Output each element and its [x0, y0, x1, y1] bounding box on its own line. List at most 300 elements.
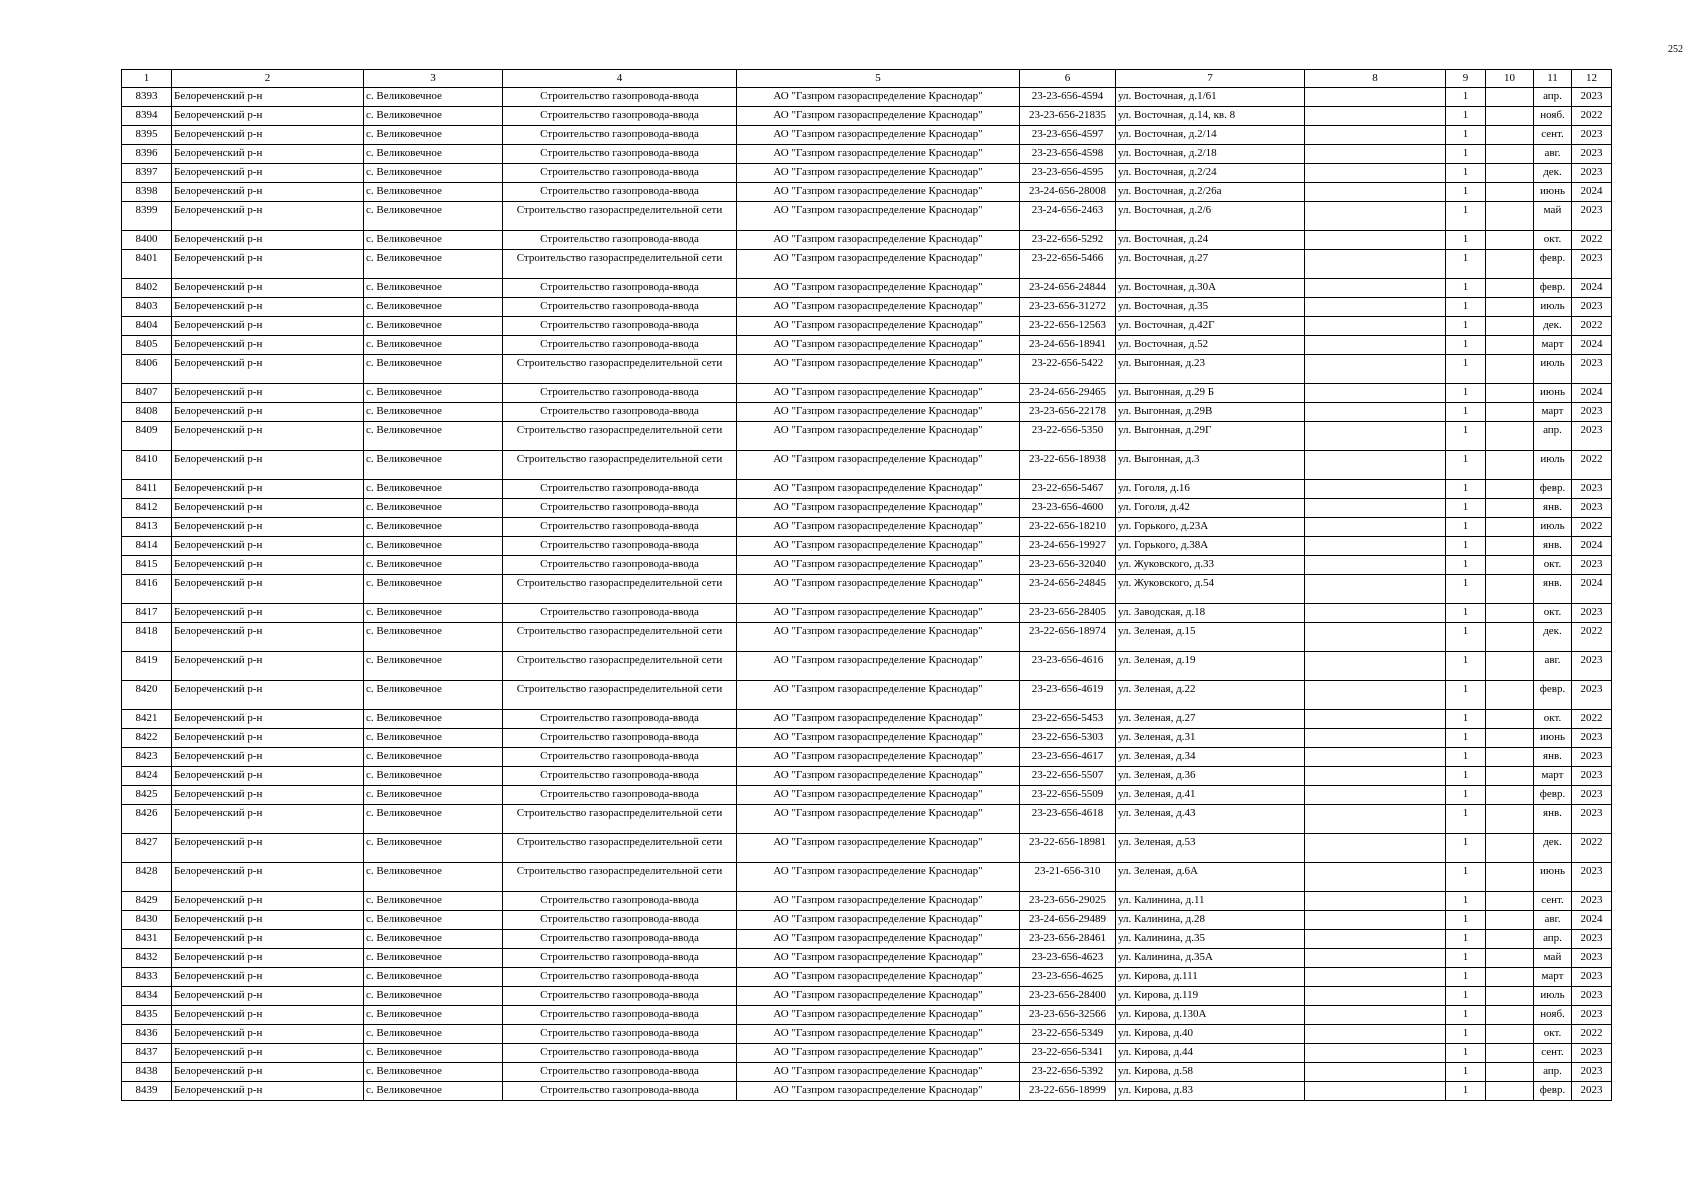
- district-cell: Белореченский р-н: [172, 767, 364, 786]
- column-8-cell: [1305, 336, 1446, 355]
- work-type-cell: Строительство газопровода-ввода: [503, 499, 737, 518]
- application-code-cell: 23-22-656-5392: [1020, 1063, 1116, 1082]
- column-8-cell: [1305, 556, 1446, 575]
- column-8-cell: [1305, 279, 1446, 298]
- district-cell: Белореченский р-н: [172, 250, 364, 279]
- table-row: [122, 710, 1612, 729]
- address-cell: ул. Заводская, д.18: [1116, 604, 1305, 623]
- organization-cell: АО "Газпром газораспределение Краснодар": [737, 279, 1020, 298]
- work-type-cell: Строительство газопровода-ввода: [503, 767, 737, 786]
- column-header: 12: [1572, 70, 1612, 88]
- column-8-cell: [1305, 892, 1446, 911]
- table-row: [122, 767, 1612, 786]
- year-cell: 2023: [1572, 480, 1612, 499]
- year-cell: 2022: [1572, 710, 1612, 729]
- work-type-cell: Строительство газопровода-ввода: [503, 88, 737, 107]
- column-10-cell: [1486, 805, 1534, 834]
- district-cell: Белореченский р-н: [172, 911, 364, 930]
- settlement-cell: с. Великовечное: [364, 968, 503, 987]
- quantity-cell: 1: [1446, 202, 1486, 231]
- month-cell: окт.: [1534, 231, 1572, 250]
- settlement-cell: с. Великовечное: [364, 652, 503, 681]
- quantity-cell: 1: [1446, 652, 1486, 681]
- column-10-cell: [1486, 863, 1534, 892]
- table-row: [122, 968, 1612, 987]
- work-type-cell: Строительство газопровода-ввода: [503, 231, 737, 250]
- quantity-cell: 1: [1446, 88, 1486, 107]
- table-row: [122, 145, 1612, 164]
- organization-cell: АО "Газпром газораспределение Краснодар": [737, 892, 1020, 911]
- application-code-cell: 23-22-656-5303: [1020, 729, 1116, 748]
- district-cell: Белореченский р-н: [172, 279, 364, 298]
- column-header: 4: [503, 70, 737, 88]
- year-cell: 2023: [1572, 930, 1612, 949]
- settlement-cell: с. Великовечное: [364, 422, 503, 451]
- district-cell: Белореченский р-н: [172, 355, 364, 384]
- address-cell: ул. Выгонная, д.3: [1116, 451, 1305, 480]
- row-number-cell: 8411: [122, 480, 172, 499]
- column-10-cell: [1486, 279, 1534, 298]
- month-cell: авг.: [1534, 652, 1572, 681]
- organization-cell: АО "Газпром газораспределение Краснодар": [737, 107, 1020, 126]
- address-cell: ул. Выгонная, д.29 Б: [1116, 384, 1305, 403]
- month-cell: янв.: [1534, 537, 1572, 556]
- month-cell: июль: [1534, 451, 1572, 480]
- year-cell: 2024: [1572, 336, 1612, 355]
- column-10-cell: [1486, 604, 1534, 623]
- organization-cell: АО "Газпром газораспределение Краснодар": [737, 987, 1020, 1006]
- row-number-cell: 8407: [122, 384, 172, 403]
- application-code-cell: 23-23-656-22178: [1020, 403, 1116, 422]
- district-cell: Белореченский р-н: [172, 145, 364, 164]
- address-cell: ул. Зеленая, д.15: [1116, 623, 1305, 652]
- table-row: [122, 575, 1612, 604]
- column-10-cell: [1486, 968, 1534, 987]
- column-10-cell: [1486, 422, 1534, 451]
- column-10-cell: [1486, 652, 1534, 681]
- district-cell: Белореченский р-н: [172, 968, 364, 987]
- work-type-cell: Строительство газопровода-ввода: [503, 911, 737, 930]
- row-number-cell: 8435: [122, 1006, 172, 1025]
- year-cell: 2023: [1572, 968, 1612, 987]
- settlement-cell: с. Великовечное: [364, 355, 503, 384]
- work-type-cell: Строительство газораспределительной сети: [503, 355, 737, 384]
- table-row: [122, 231, 1612, 250]
- district-cell: Белореченский р-н: [172, 499, 364, 518]
- month-cell: окт.: [1534, 1025, 1572, 1044]
- column-8-cell: [1305, 575, 1446, 604]
- work-type-cell: Строительство газопровода-ввода: [503, 1044, 737, 1063]
- organization-cell: АО "Газпром газораспределение Краснодар": [737, 1082, 1020, 1101]
- column-10-cell: [1486, 834, 1534, 863]
- address-cell: ул. Восточная, д.42Г: [1116, 317, 1305, 336]
- row-number-cell: 8399: [122, 202, 172, 231]
- application-code-cell: 23-22-656-5292: [1020, 231, 1116, 250]
- table-row: [122, 604, 1612, 623]
- quantity-cell: 1: [1446, 604, 1486, 623]
- column-10-cell: [1486, 556, 1534, 575]
- column-8-cell: [1305, 681, 1446, 710]
- address-cell: ул. Восточная, д.27: [1116, 250, 1305, 279]
- address-cell: ул. Горького, д.38А: [1116, 537, 1305, 556]
- table-row: [122, 183, 1612, 202]
- month-cell: нояб.: [1534, 1006, 1572, 1025]
- table-row: [122, 892, 1612, 911]
- settlement-cell: с. Великовечное: [364, 949, 503, 968]
- quantity-cell: 1: [1446, 107, 1486, 126]
- organization-cell: АО "Газпром газораспределение Краснодар": [737, 537, 1020, 556]
- address-cell: ул. Восточная, д.1/61: [1116, 88, 1305, 107]
- application-code-cell: 23-23-656-21835: [1020, 107, 1116, 126]
- organization-cell: АО "Газпром газораспределение Краснодар": [737, 403, 1020, 422]
- column-10-cell: [1486, 336, 1534, 355]
- month-cell: февр.: [1534, 681, 1572, 710]
- application-code-cell: 23-23-656-28405: [1020, 604, 1116, 623]
- month-cell: май: [1534, 202, 1572, 231]
- settlement-cell: с. Великовечное: [364, 930, 503, 949]
- address-cell: ул. Восточная, д.2/18: [1116, 145, 1305, 164]
- settlement-cell: с. Великовечное: [364, 911, 503, 930]
- organization-cell: АО "Газпром газораспределение Краснодар": [737, 145, 1020, 164]
- district-cell: Белореченский р-н: [172, 336, 364, 355]
- column-10-cell: [1486, 250, 1534, 279]
- column-10-cell: [1486, 930, 1534, 949]
- column-10-cell: [1486, 537, 1534, 556]
- year-cell: 2023: [1572, 250, 1612, 279]
- table-row: [122, 834, 1612, 863]
- quantity-cell: 1: [1446, 384, 1486, 403]
- table-row: [122, 1063, 1612, 1082]
- address-cell: ул. Кирова, д.40: [1116, 1025, 1305, 1044]
- column-8-cell: [1305, 480, 1446, 499]
- column-8-cell: [1305, 623, 1446, 652]
- district-cell: Белореченский р-н: [172, 1006, 364, 1025]
- settlement-cell: с. Великовечное: [364, 403, 503, 422]
- month-cell: февр.: [1534, 480, 1572, 499]
- settlement-cell: с. Великовечное: [364, 88, 503, 107]
- row-number-cell: 8410: [122, 451, 172, 480]
- settlement-cell: с. Великовечное: [364, 250, 503, 279]
- district-cell: Белореченский р-н: [172, 1082, 364, 1101]
- work-type-cell: Строительство газопровода-ввода: [503, 949, 737, 968]
- organization-cell: АО "Газпром газораспределение Краснодар": [737, 748, 1020, 767]
- work-type-cell: Строительство газопровода-ввода: [503, 403, 737, 422]
- column-8-cell: [1305, 1082, 1446, 1101]
- application-code-cell: 23-22-656-5507: [1020, 767, 1116, 786]
- row-number-cell: 8430: [122, 911, 172, 930]
- table-row: [122, 202, 1612, 231]
- quantity-cell: 1: [1446, 729, 1486, 748]
- district-cell: Белореченский р-н: [172, 710, 364, 729]
- address-cell: ул. Зеленая, д.41: [1116, 786, 1305, 805]
- month-cell: июнь: [1534, 729, 1572, 748]
- table-row: [122, 126, 1612, 145]
- row-number-cell: 8415: [122, 556, 172, 575]
- application-code-cell: 23-24-656-19927: [1020, 537, 1116, 556]
- quantity-cell: 1: [1446, 767, 1486, 786]
- column-8-cell: [1305, 183, 1446, 202]
- year-cell: 2023: [1572, 987, 1612, 1006]
- settlement-cell: с. Великовечное: [364, 748, 503, 767]
- organization-cell: АО "Газпром газораспределение Краснодар": [737, 805, 1020, 834]
- quantity-cell: 1: [1446, 1082, 1486, 1101]
- settlement-cell: с. Великовечное: [364, 518, 503, 537]
- table-row: [122, 451, 1612, 480]
- application-code-cell: 23-23-656-4618: [1020, 805, 1116, 834]
- column-10-cell: [1486, 911, 1534, 930]
- work-type-cell: Строительство газопровода-ввода: [503, 480, 737, 499]
- address-cell: ул. Кирова, д.44: [1116, 1044, 1305, 1063]
- work-type-cell: Строительство газораспределительной сети: [503, 805, 737, 834]
- address-cell: ул. Горького, д.23А: [1116, 518, 1305, 537]
- column-8-cell: [1305, 767, 1446, 786]
- column-10-cell: [1486, 1025, 1534, 1044]
- application-code-cell: 23-23-656-4597: [1020, 126, 1116, 145]
- column-8-cell: [1305, 403, 1446, 422]
- row-number-cell: 8425: [122, 786, 172, 805]
- address-cell: ул. Зеленая, д.53: [1116, 834, 1305, 863]
- settlement-cell: с. Великовечное: [364, 834, 503, 863]
- address-cell: ул. Гоголя, д.16: [1116, 480, 1305, 499]
- work-type-cell: Строительство газопровода-ввода: [503, 987, 737, 1006]
- application-code-cell: 23-23-656-4617: [1020, 748, 1116, 767]
- column-8-cell: [1305, 145, 1446, 164]
- column-8-cell: [1305, 499, 1446, 518]
- row-number-cell: 8433: [122, 968, 172, 987]
- work-type-cell: Строительство газораспределительной сети: [503, 422, 737, 451]
- work-type-cell: Строительство газопровода-ввода: [503, 164, 737, 183]
- quantity-cell: 1: [1446, 949, 1486, 968]
- table-row: [122, 652, 1612, 681]
- work-type-cell: Строительство газораспределительной сети: [503, 681, 737, 710]
- organization-cell: АО "Газпром газораспределение Краснодар": [737, 499, 1020, 518]
- address-cell: ул. Зеленая, д.36: [1116, 767, 1305, 786]
- row-number-cell: 8413: [122, 518, 172, 537]
- organization-cell: АО "Газпром газораспределение Краснодар": [737, 336, 1020, 355]
- application-code-cell: 23-22-656-18210: [1020, 518, 1116, 537]
- district-cell: Белореченский р-н: [172, 1063, 364, 1082]
- settlement-cell: с. Великовечное: [364, 623, 503, 652]
- row-number-cell: 8420: [122, 681, 172, 710]
- month-cell: апр.: [1534, 422, 1572, 451]
- application-code-cell: 23-24-656-29489: [1020, 911, 1116, 930]
- table-row: [122, 480, 1612, 499]
- table-row: [122, 681, 1612, 710]
- column-8-cell: [1305, 652, 1446, 681]
- row-number-cell: 8393: [122, 88, 172, 107]
- row-number-cell: 8406: [122, 355, 172, 384]
- quantity-cell: 1: [1446, 863, 1486, 892]
- district-cell: Белореченский р-н: [172, 88, 364, 107]
- settlement-cell: с. Великовечное: [364, 575, 503, 604]
- column-8-cell: [1305, 1063, 1446, 1082]
- work-type-cell: Строительство газопровода-ввода: [503, 1063, 737, 1082]
- year-cell: 2023: [1572, 403, 1612, 422]
- quantity-cell: 1: [1446, 355, 1486, 384]
- year-cell: 2023: [1572, 202, 1612, 231]
- column-8-cell: [1305, 164, 1446, 183]
- application-code-cell: 23-22-656-5350: [1020, 422, 1116, 451]
- quantity-cell: 1: [1446, 834, 1486, 863]
- month-cell: июнь: [1534, 384, 1572, 403]
- settlement-cell: с. Великовечное: [364, 183, 503, 202]
- row-number-cell: 8421: [122, 710, 172, 729]
- organization-cell: АО "Газпром газораспределение Краснодар": [737, 710, 1020, 729]
- row-number-cell: 8428: [122, 863, 172, 892]
- table-row: [122, 911, 1612, 930]
- column-10-cell: [1486, 88, 1534, 107]
- year-cell: 2023: [1572, 681, 1612, 710]
- quantity-cell: 1: [1446, 623, 1486, 652]
- settlement-cell: с. Великовечное: [364, 145, 503, 164]
- work-type-cell: Строительство газораспределительной сети: [503, 202, 737, 231]
- column-8-cell: [1305, 710, 1446, 729]
- application-code-cell: 23-23-656-4594: [1020, 88, 1116, 107]
- address-cell: ул. Кирова, д.83: [1116, 1082, 1305, 1101]
- table-row: [122, 518, 1612, 537]
- district-cell: Белореченский р-н: [172, 623, 364, 652]
- quantity-cell: 1: [1446, 575, 1486, 604]
- year-cell: 2023: [1572, 892, 1612, 911]
- column-10-cell: [1486, 767, 1534, 786]
- address-cell: ул. Восточная, д.30А: [1116, 279, 1305, 298]
- work-type-cell: Строительство газопровода-ввода: [503, 126, 737, 145]
- settlement-cell: с. Великовечное: [364, 786, 503, 805]
- month-cell: окт.: [1534, 604, 1572, 623]
- address-cell: ул. Зеленая, д.34: [1116, 748, 1305, 767]
- year-cell: 2024: [1572, 183, 1612, 202]
- column-10-cell: [1486, 384, 1534, 403]
- organization-cell: АО "Газпром газораспределение Краснодар": [737, 575, 1020, 604]
- row-number-cell: 8439: [122, 1082, 172, 1101]
- application-code-cell: 23-24-656-24844: [1020, 279, 1116, 298]
- column-8-cell: [1305, 863, 1446, 892]
- application-code-cell: 23-22-656-5467: [1020, 480, 1116, 499]
- column-header: 9: [1446, 70, 1486, 88]
- table-row: [122, 930, 1612, 949]
- address-cell: ул. Восточная, д.35: [1116, 298, 1305, 317]
- year-cell: 2023: [1572, 805, 1612, 834]
- column-10-cell: [1486, 748, 1534, 767]
- row-number-cell: 8414: [122, 537, 172, 556]
- district-cell: Белореченский р-н: [172, 1044, 364, 1063]
- organization-cell: АО "Газпром газораспределение Краснодар": [737, 164, 1020, 183]
- table-row: [122, 1006, 1612, 1025]
- year-cell: 2023: [1572, 88, 1612, 107]
- row-number-cell: 8401: [122, 250, 172, 279]
- organization-cell: АО "Газпром газораспределение Краснодар": [737, 930, 1020, 949]
- table-row: [122, 403, 1612, 422]
- work-type-cell: Строительство газораспределительной сети: [503, 451, 737, 480]
- column-8-cell: [1305, 107, 1446, 126]
- column-10-cell: [1486, 298, 1534, 317]
- settlement-cell: с. Великовечное: [364, 987, 503, 1006]
- district-cell: Белореченский р-н: [172, 183, 364, 202]
- year-cell: 2024: [1572, 279, 1612, 298]
- table-row: [122, 1025, 1612, 1044]
- organization-cell: АО "Газпром газораспределение Краснодар": [737, 126, 1020, 145]
- work-type-cell: Строительство газораспределительной сети: [503, 250, 737, 279]
- table-row: [122, 623, 1612, 652]
- quantity-cell: 1: [1446, 805, 1486, 834]
- column-10-cell: [1486, 710, 1534, 729]
- address-cell: ул. Калинина, д.11: [1116, 892, 1305, 911]
- row-number-cell: 8438: [122, 1063, 172, 1082]
- year-cell: 2024: [1572, 911, 1612, 930]
- quantity-cell: 1: [1446, 968, 1486, 987]
- column-header: 2: [172, 70, 364, 88]
- month-cell: апр.: [1534, 1063, 1572, 1082]
- table-row: [122, 88, 1612, 107]
- application-code-cell: 23-23-656-4600: [1020, 499, 1116, 518]
- settlement-cell: с. Великовечное: [364, 863, 503, 892]
- address-cell: ул. Калинина, д.35: [1116, 930, 1305, 949]
- column-8-cell: [1305, 729, 1446, 748]
- settlement-cell: с. Великовечное: [364, 317, 503, 336]
- settlement-cell: с. Великовечное: [364, 1006, 503, 1025]
- row-number-cell: 8432: [122, 949, 172, 968]
- year-cell: 2022: [1572, 107, 1612, 126]
- quantity-cell: 1: [1446, 451, 1486, 480]
- organization-cell: АО "Газпром газораспределение Краснодар": [737, 767, 1020, 786]
- work-type-cell: Строительство газопровода-ввода: [503, 384, 737, 403]
- organization-cell: АО "Газпром газораспределение Краснодар": [737, 88, 1020, 107]
- month-cell: март: [1534, 767, 1572, 786]
- year-cell: 2022: [1572, 317, 1612, 336]
- district-cell: Белореченский р-н: [172, 518, 364, 537]
- month-cell: февр.: [1534, 250, 1572, 279]
- district-cell: Белореченский р-н: [172, 652, 364, 681]
- application-code-cell: 23-22-656-5509: [1020, 786, 1116, 805]
- table-row: [122, 422, 1612, 451]
- organization-cell: АО "Газпром газораспределение Краснодар": [737, 834, 1020, 863]
- district-cell: Белореченский р-н: [172, 575, 364, 604]
- column-10-cell: [1486, 1044, 1534, 1063]
- settlement-cell: с. Великовечное: [364, 480, 503, 499]
- organization-cell: АО "Газпром газораспределение Краснодар": [737, 317, 1020, 336]
- address-cell: ул. Выгонная, д.29В: [1116, 403, 1305, 422]
- organization-cell: АО "Газпром газораспределение Краснодар": [737, 968, 1020, 987]
- row-number-cell: 8423: [122, 748, 172, 767]
- month-cell: март: [1534, 968, 1572, 987]
- organization-cell: АО "Газпром газораспределение Краснодар": [737, 681, 1020, 710]
- organization-cell: АО "Газпром газораспределение Краснодар": [737, 451, 1020, 480]
- organization-cell: АО "Газпром газораспределение Краснодар": [737, 384, 1020, 403]
- work-type-cell: Строительство газораспределительной сети: [503, 652, 737, 681]
- column-8-cell: [1305, 911, 1446, 930]
- row-number-cell: 8404: [122, 317, 172, 336]
- table-row: [122, 279, 1612, 298]
- table-row: [122, 863, 1612, 892]
- district-cell: Белореченский р-н: [172, 422, 364, 451]
- table-row: [122, 355, 1612, 384]
- table-row: [122, 987, 1612, 1006]
- application-code-cell: 23-22-656-18938: [1020, 451, 1116, 480]
- month-cell: июнь: [1534, 183, 1572, 202]
- settlement-cell: с. Великовечное: [364, 336, 503, 355]
- application-code-cell: 23-23-656-4598: [1020, 145, 1116, 164]
- year-cell: 2022: [1572, 623, 1612, 652]
- district-cell: Белореченский р-н: [172, 863, 364, 892]
- settlement-cell: с. Великовечное: [364, 1082, 503, 1101]
- settlement-cell: с. Великовечное: [364, 298, 503, 317]
- address-cell: ул. Кирова, д.130А: [1116, 1006, 1305, 1025]
- address-cell: ул. Калинина, д.28: [1116, 911, 1305, 930]
- column-8-cell: [1305, 202, 1446, 231]
- column-10-cell: [1486, 164, 1534, 183]
- year-cell: 2024: [1572, 384, 1612, 403]
- organization-cell: АО "Газпром газораспределение Краснодар": [737, 863, 1020, 892]
